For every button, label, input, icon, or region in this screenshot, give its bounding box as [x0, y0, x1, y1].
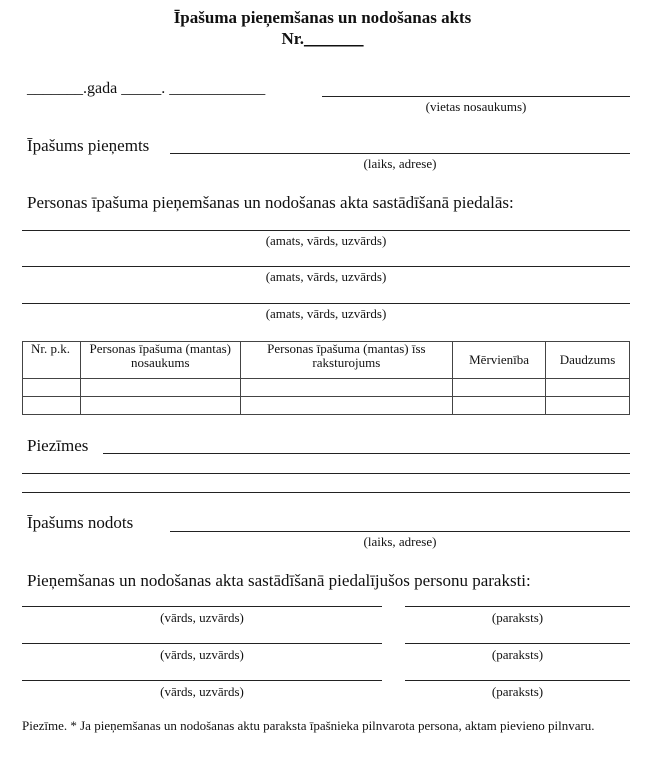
handed-over-field[interactable] — [170, 531, 630, 532]
signature-name-field-1[interactable] — [22, 606, 382, 607]
participants-heading: Personas īpašuma pieņemšanas un nodošanas akta sastādīšanā piedalās: — [27, 193, 514, 212]
handed-over-caption: (laiks, adrese) — [363, 534, 437, 549]
place-field[interactable] — [322, 96, 630, 97]
property-table — [22, 341, 630, 415]
table-cell[interactable] — [240, 397, 453, 415]
signature-name-caption-1: (vārds, uzvārds) — [160, 610, 244, 625]
accepted-caption: (laiks, adrese) — [363, 156, 437, 171]
signature-field-2[interactable] — [405, 643, 630, 644]
notes-field-1[interactable] — [103, 453, 630, 454]
day-blank[interactable]: _____. — [121, 80, 166, 97]
table-row — [23, 397, 630, 415]
document-title: Īpašuma pieņemšanas un nodošanas akts — [173, 8, 472, 27]
accepted-field[interactable] — [170, 153, 630, 154]
signature-caption-1: (paraksts) — [491, 610, 544, 625]
signature-name-field-2[interactable] — [22, 643, 382, 644]
date-line — [27, 80, 265, 98]
column-header-description: Personas īpašuma (mantas) īss raksturojums — [240, 342, 453, 379]
signatures-heading: Pieņemšanas un nodošanas akta sastādīšanā piedalījušos personu paraksti: — [27, 571, 531, 590]
document-number — [0, 29, 645, 49]
column-header-quantity: Daudzums — [546, 342, 630, 379]
signature-name-field-3[interactable] — [22, 680, 382, 681]
column-header-name: Personas īpašuma (mantas) nosaukums — [80, 342, 240, 379]
notes-label: Piezīmes — [27, 436, 89, 455]
year-blank[interactable]: _______ — [27, 80, 83, 97]
table-cell[interactable] — [546, 397, 630, 415]
participant-caption-1: (amats, vārds, uzvārds) — [265, 233, 387, 248]
table-cell[interactable] — [23, 397, 81, 415]
participant-caption-3: (amats, vārds, uzvārds) — [265, 306, 387, 321]
signature-name-caption-2: (vārds, uzvārds) — [160, 647, 244, 662]
table-header-row — [23, 342, 630, 379]
table-cell[interactable] — [80, 397, 240, 415]
table-cell[interactable] — [453, 397, 546, 415]
participant-field-2[interactable] — [22, 266, 630, 267]
signature-caption-2: (paraksts) — [491, 647, 544, 662]
signature-caption-3: (paraksts) — [491, 684, 544, 699]
signature-field-3[interactable] — [405, 680, 630, 681]
column-header-number: Nr. p.k. — [23, 342, 81, 379]
participant-field-1[interactable] — [22, 230, 630, 231]
table-cell[interactable] — [240, 379, 453, 397]
signature-name-caption-3: (vārds, uzvārds) — [160, 684, 244, 699]
year-suffix: .gada — [83, 80, 118, 97]
participant-field-3[interactable] — [22, 303, 630, 304]
participant-caption-2: (amats, vārds, uzvārds) — [265, 269, 387, 284]
accepted-label: Īpašums pieņemts — [27, 136, 150, 155]
signature-field-1[interactable] — [405, 606, 630, 607]
table-row — [23, 379, 630, 397]
table-cell[interactable] — [453, 379, 546, 397]
notes-field-2[interactable] — [22, 473, 630, 474]
place-caption: (vietas nosaukums) — [425, 99, 527, 114]
number-blank: _______ — [304, 29, 364, 48]
table-cell[interactable] — [546, 379, 630, 397]
table-cell[interactable] — [80, 379, 240, 397]
number-label: Nr. — [281, 29, 304, 48]
month-blank[interactable]: ____________ — [169, 80, 266, 97]
column-header-unit: Mērvienība — [453, 342, 546, 379]
table-cell[interactable] — [23, 379, 81, 397]
footnote: Piezīme. * Ja pieņemšanas un nodošanas aktu paraksta īpašnieka pilnvarota persona, aktam pievieno pilnvaru. — [22, 718, 595, 733]
handed-over-label: Īpašums nodots — [27, 513, 134, 532]
notes-field-3[interactable] — [22, 492, 630, 493]
